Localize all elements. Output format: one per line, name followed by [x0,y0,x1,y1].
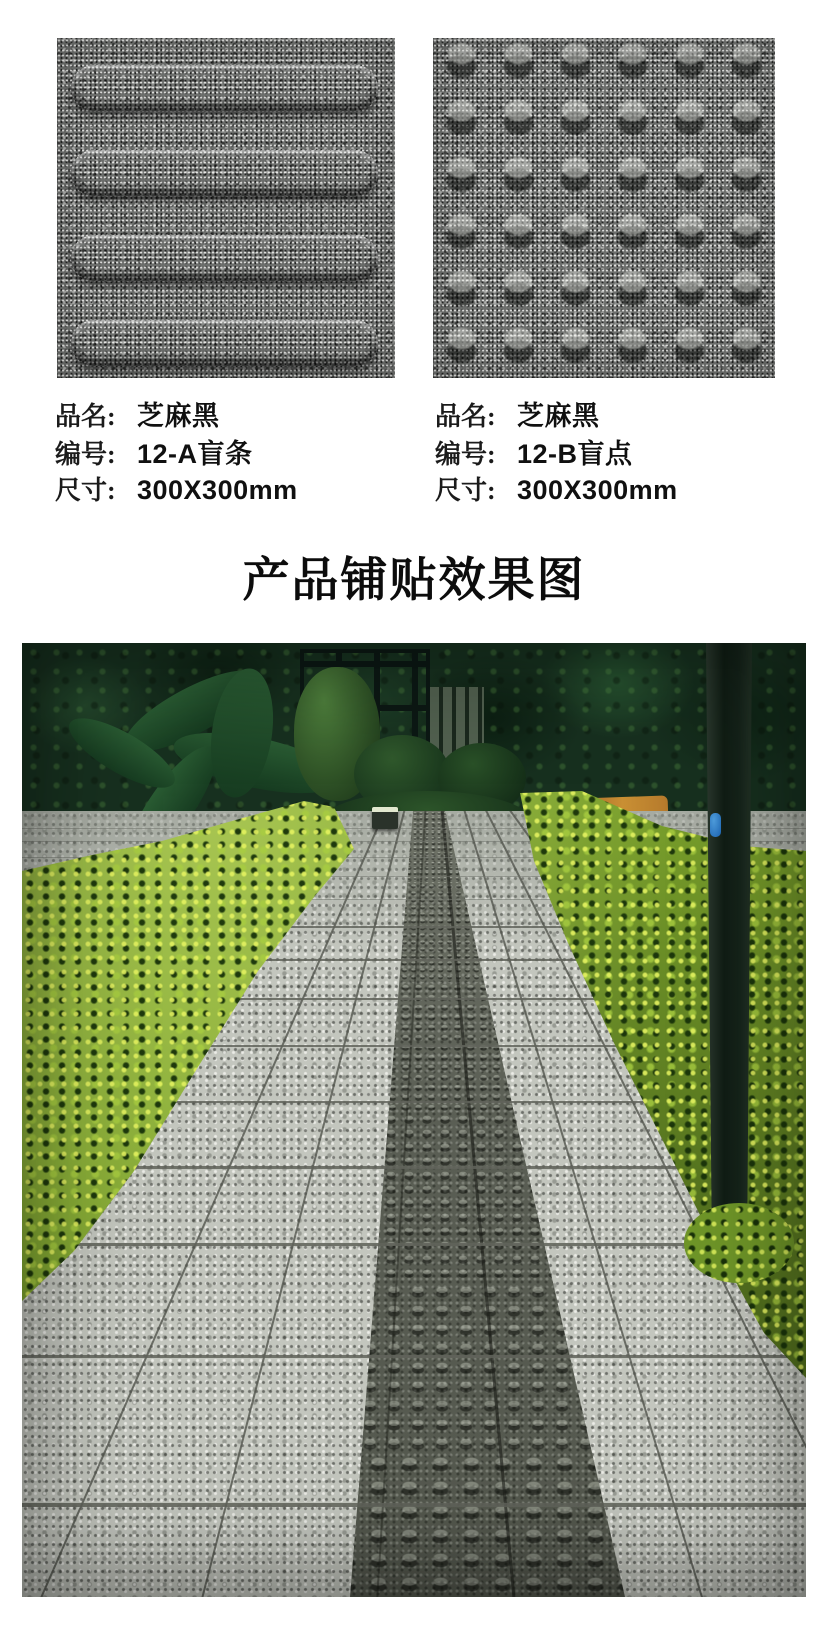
ground-lamp [372,807,398,829]
paving-effect-photo [22,643,806,1597]
spec-value-code: 12-B盲点 [517,439,633,469]
spec-label-size: 尺寸: [55,476,116,505]
tactile-bar [71,320,379,366]
spec-label-size: 尺寸: [435,476,496,505]
spec-value-size: 300X300mm [137,475,298,505]
spec-label-code: 编号: [435,440,496,469]
tactile-bar [71,150,379,196]
grout-line-horizontal [22,1503,806,1507]
tactile-bar [71,65,379,111]
pole-marker-blue [710,813,721,837]
spec-row-name [435,394,795,432]
spec-row-code [435,432,795,470]
tactile-dot-field [433,38,775,378]
spec-label-name: 品名: [435,402,496,431]
spec-value-code: 12-A盲条 [137,439,253,469]
spec-row-name [55,394,415,432]
spec-row-code [55,432,415,470]
tactile-dot-band [22,1453,806,1597]
spec-value-size: 300X300mm [517,475,678,505]
spec-row-size [435,470,795,508]
spec-row-size [55,470,415,508]
tile-photo-bars [57,38,395,378]
section-title: 产品铺贴效果图 [242,555,586,607]
tactile-bar [71,235,379,281]
spec-value-name: 芝麻黑 [517,401,600,431]
spec-label-name: 品名: [55,402,116,431]
spec-label-code: 编号: [55,440,116,469]
specs-bars [55,394,415,508]
spec-value-name: 芝麻黑 [137,401,220,431]
grout-line-horizontal [22,828,806,829]
tile-photo-dots [433,38,775,378]
hedge-tuft [684,1203,794,1283]
lamp-pole [704,643,754,1255]
grout-line-horizontal [22,1355,806,1358]
specs-dots [435,394,795,508]
